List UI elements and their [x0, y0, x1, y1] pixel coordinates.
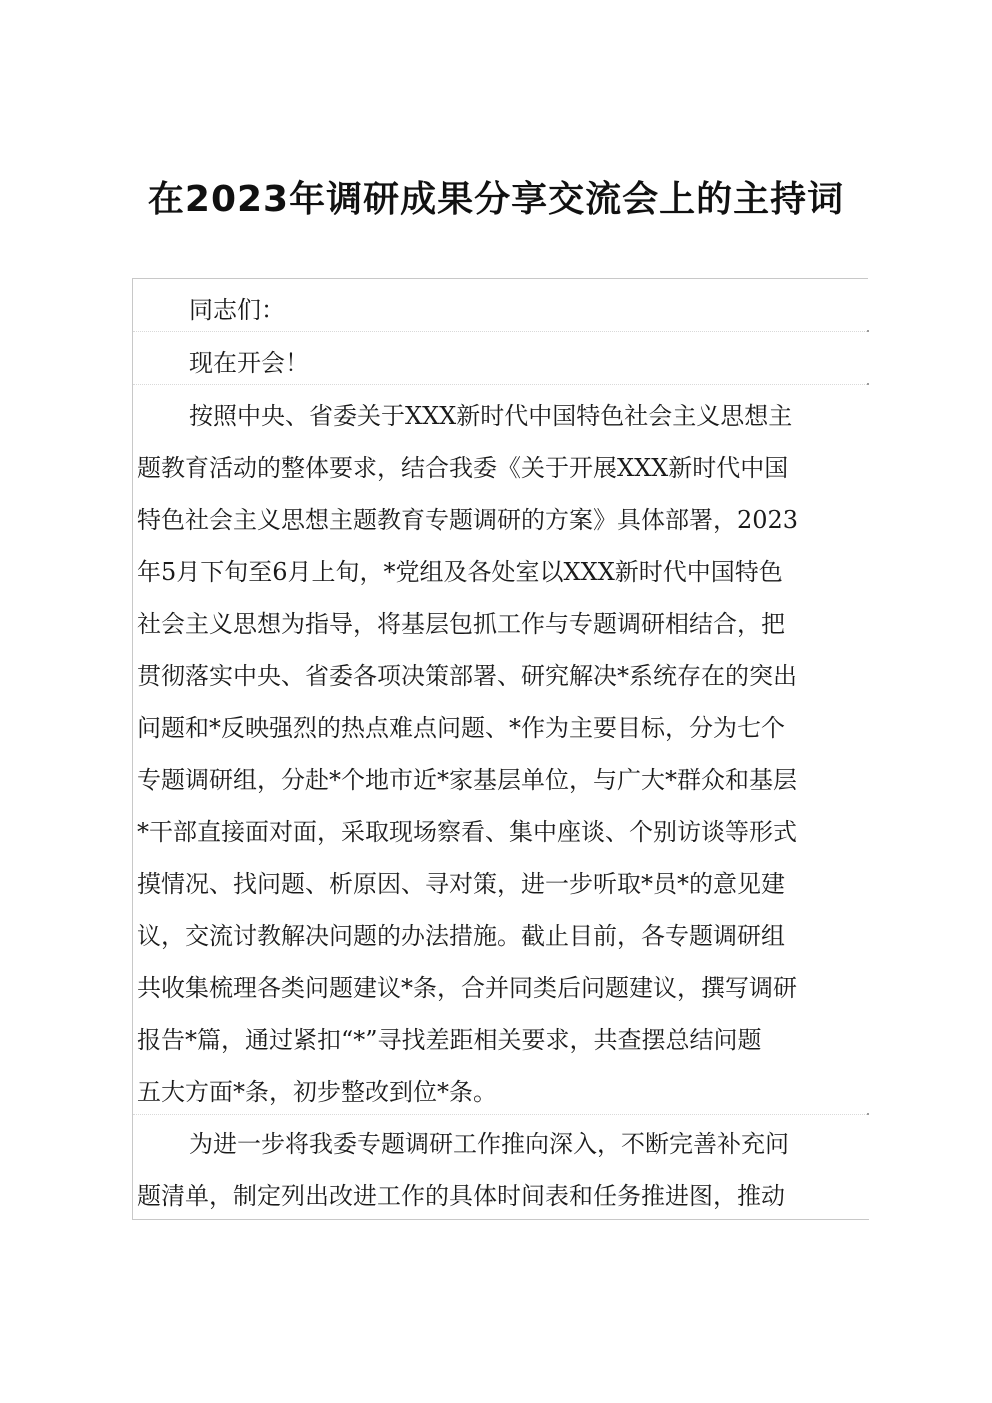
paragraph-2: [137, 1118, 867, 1222]
paragraph-line: 摸情况、找问题、析原因、寻对策，进一步听取*员*的意见建: [137, 870, 785, 898]
paragraph-line: 共收集梳理各类问题建议*条，合并同类后问题建议，撰写调研: [137, 974, 797, 1002]
paragraph-line: 专题调研组，分赴*个地市近*家基层单位，与广大*群众和基层: [137, 766, 797, 794]
opening-text: 现在开会！: [189, 349, 309, 377]
corner-mark: [867, 1113, 869, 1115]
paragraph-line: 题清单，制定列出改进工作的具体时间表和任务推进图，推动: [137, 1182, 785, 1210]
opening: [137, 337, 867, 389]
paragraph-line: 议，交流讨教解决问题的办法措施。截止目前，各专题调研组: [137, 922, 785, 950]
paragraph-line: 贯彻落实中央、省委各项决策部署、研究解决*系统存在的突出: [137, 662, 797, 690]
paragraph-line: 社会主义思想为指导，将基层包抓工作与专题调研相结合，把: [137, 610, 785, 638]
document-title: 在2023年调研成果分享交流会上的主持词: [147, 179, 845, 220]
paragraph-line: 年5月下旬至6月上旬，*党组及各处室以XXX新时代中国特色: [137, 558, 783, 586]
paragraph-line: 报告*篇，通过紧扣“*”寻找差距相关要求，共查摆总结问题: [137, 1026, 762, 1054]
paragraph-line: 按照中央、省委关于XXX新时代中国特色社会主义思想主: [189, 402, 793, 430]
paragraph-line: 五大方面*条，初步整改到位*条。: [137, 1078, 497, 1106]
greeting: [137, 284, 867, 336]
corner-mark: [867, 330, 869, 332]
paragraph-line: 问题和*反映强烈的热点难点问题、*作为主要目标，分为七个: [137, 714, 785, 742]
paragraph-line: 特色社会主义思想主题教育专题调研的方案》具体部署，2023: [137, 506, 799, 534]
paragraph-line: *干部直接面对面，采取现场察看、集中座谈、个别访谈等形式: [137, 818, 797, 846]
corner-mark: [867, 383, 869, 385]
paragraph-line: 为进一步将我委专题调研工作推向深入，不断完善补充问: [189, 1130, 789, 1158]
greeting-text: 同志们：: [189, 296, 285, 324]
paragraph-line: 题教育活动的整体要求，结合我委《关于开展XXX新时代中国: [137, 454, 789, 482]
paragraph-1: [137, 390, 867, 1118]
